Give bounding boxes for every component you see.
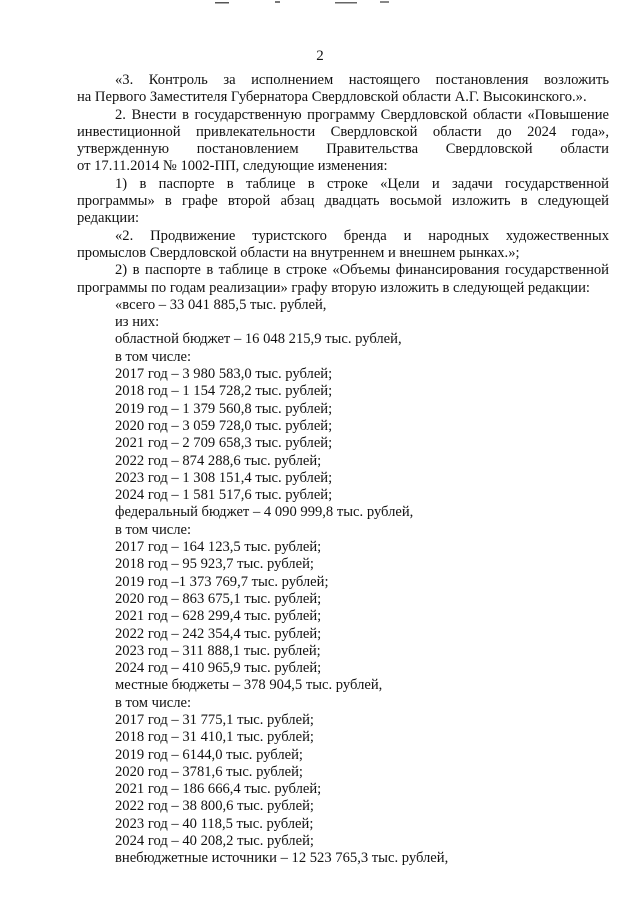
financing-line: 2017 год – 31 775,1 тыс. рублей; <box>115 711 314 728</box>
paragraph-1-line: на Первого Заместителя Губернатора Свердловской области А.Г. Высокинского.». <box>77 89 587 106</box>
financing-line: федеральный бюджет – 4 090 999,8 тыс. рублей, <box>115 504 414 521</box>
financing-line: в том числе: <box>115 521 192 538</box>
financing-line: 2019 год –1 373 769,7 тыс. рублей; <box>115 573 329 590</box>
paragraph-2-line: утвержденную постановлением Правительства Свердловской области <box>77 141 609 158</box>
financing-line: 2018 год – 95 923,7 тыс. рублей; <box>115 556 314 573</box>
financing-line: 2023 год – 311 888,1 тыс. рублей; <box>115 642 321 659</box>
financing-line: 2022 год – 38 800,6 тыс. рублей; <box>115 798 314 815</box>
financing-line: 2021 год – 628 299,4 тыс. рублей; <box>115 608 322 625</box>
financing-line: 2021 год – 2 709 658,3 тыс. рублей; <box>115 435 333 452</box>
financing-line: 2023 год – 40 118,5 тыс. рублей; <box>115 815 314 832</box>
financing-line: из них: <box>115 314 160 331</box>
financing-line: 2024 год – 410 965,9 тыс. рублей; <box>115 660 322 677</box>
paragraph-5-line: программы по годам реализации» графу вторую изложить в следующей редакции: <box>77 279 590 296</box>
paragraph-2-line: инвестиционной привлекательности Свердловской области до 2024 года», <box>77 123 609 140</box>
paragraph-5-line: 2) в паспорте в таблице в строке «Объемы финансирования государственной <box>115 262 609 279</box>
financing-line: 2023 год – 1 308 151,4 тыс. рублей; <box>115 469 333 486</box>
financing-line: 2018 год – 1 154 728,2 тыс. рублей; <box>115 383 333 400</box>
financing-line: 2020 год – 863 675,1 тыс. рублей; <box>115 590 322 607</box>
financing-line: 2022 год – 874 288,6 тыс. рублей; <box>115 452 322 469</box>
financing-line: 2024 год – 1 581 517,6 тыс. рублей; <box>115 487 333 504</box>
financing-line: в том числе: <box>115 694 192 711</box>
financing-list <box>77 297 609 868</box>
paragraph-3-line: программы» в графе второй абзац двадцать восьмой изложить в следующей <box>77 193 609 210</box>
financing-line: 2018 год – 31 410,1 тыс. рублей; <box>115 729 314 746</box>
financing-line: 2022 год – 242 354,4 тыс. рублей; <box>115 625 322 642</box>
paragraph-4-line: промыслов Свердловской области на внутреннем и внешнем рынках.»; <box>77 244 520 261</box>
financing-line: «всего – 33 041 885,5 тыс. рублей, <box>115 296 327 313</box>
paragraph-3-line: 1) в паспорте в таблице в строке «Цели и задачи государственной <box>115 175 609 192</box>
financing-line: 2017 год – 3 980 583,0 тыс. рублей; <box>115 366 333 383</box>
paragraph-1-line: «3. Контроль за исполнением настоящего постановления возложить <box>115 72 609 88</box>
financing-line: местные бюджеты – 378 904,5 тыс. рублей, <box>115 677 383 694</box>
financing-line: 2019 год – 6144,0 тыс. рублей; <box>115 746 303 763</box>
financing-line: 2019 год – 1 379 560,8 тыс. рублей; <box>115 400 333 417</box>
financing-line: в том числе: <box>115 348 192 365</box>
paragraph-2-line: от 17.11.2014 № 1002-ПП, следующие изменения: <box>77 158 388 175</box>
paragraph-2-line: 2. Внести в государственную программу Свердловской области «Повышение <box>115 106 609 123</box>
paragraph-4-line: «2. Продвижение туристского бренда и народных художественных <box>115 227 609 244</box>
financing-line: 2024 год – 40 208,2 тыс. рублей; <box>115 833 314 850</box>
financing-line: областной бюджет – 16 048 215,9 тыс. рублей, <box>115 331 402 348</box>
financing-line: 2020 год – 3781,6 тыс. рублей; <box>115 763 303 780</box>
scan-artifact-marks <box>215 0 405 6</box>
financing-line: 2020 год – 3 059 728,0 тыс. рублей; <box>115 417 333 434</box>
financing-line: 2021 год – 186 666,4 тыс. рублей; <box>115 781 322 798</box>
paragraph-3-line: редакции: <box>77 210 140 227</box>
financing-line: 2017 год – 164 123,5 тыс. рублей; <box>115 539 322 556</box>
page-number: 2 <box>316 48 324 64</box>
financing-line: внебюджетные источники – 12 523 765,3 тыс. рублей, <box>115 850 449 867</box>
document-body <box>77 72 609 868</box>
paragraphs <box>77 72 609 297</box>
